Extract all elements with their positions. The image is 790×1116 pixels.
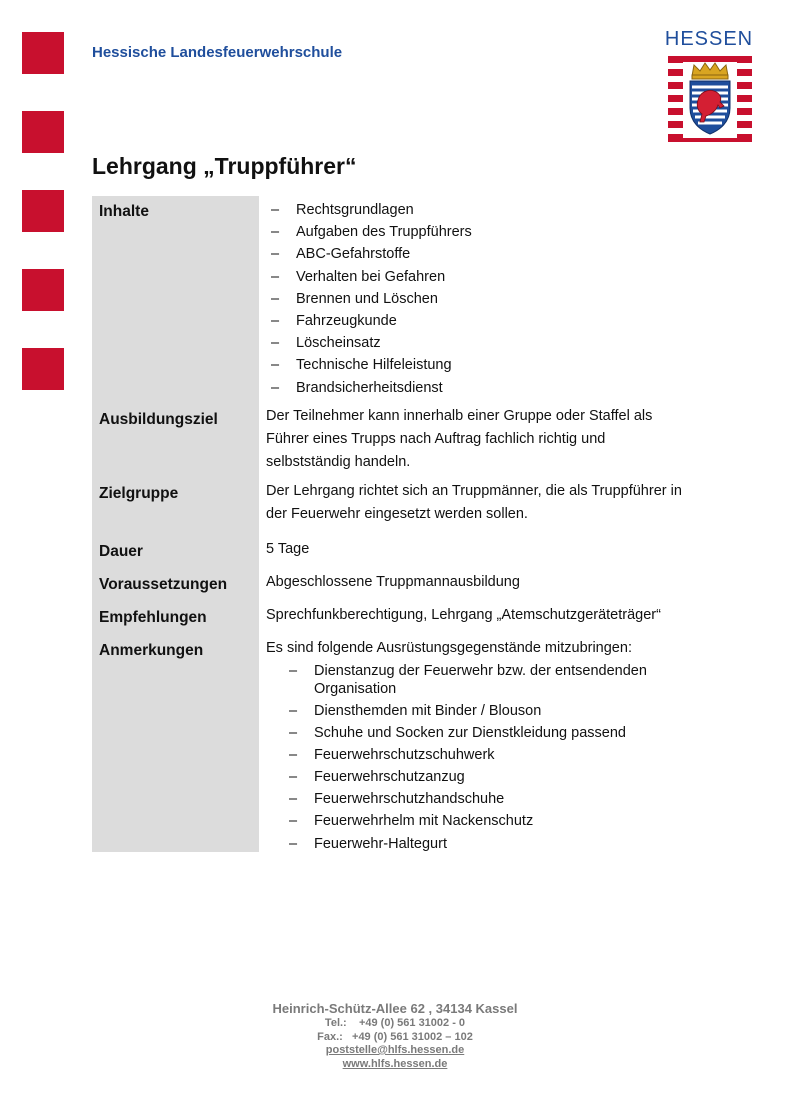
list-item: – Technische Hilfeleistung (271, 357, 452, 374)
list-item: – Feuerwehrschutzschuhwerk (289, 747, 495, 764)
list-item: – Feuerwehr-Haltegurt (289, 835, 447, 852)
list-item: – Diensthemden mit Binder / Blouson (289, 703, 542, 719)
list-item: – Feuerwehrhelm mit Nackenschutz (289, 813, 534, 830)
list-item: – ABC-Gefahrstoffe (271, 246, 411, 263)
ausbildungsziel-text: Der Teilnehmer kann innerhalb einer Gruppe oder Staffel als Führer eines Trupps nach Auftrag fachlich richtig und selbstständig handeln. (266, 408, 653, 470)
footer-fax: Fax.: +49 (0) 561 31002 – 102 (317, 1030, 473, 1043)
list-item: – Feuerwehrschutzanzug (289, 769, 465, 786)
decor-square-1 (22, 32, 64, 74)
label-inhalte: Inhalte (99, 203, 149, 220)
page-title: Lehrgang „Truppführer“ (92, 153, 357, 179)
footer-website-link[interactable]: www.hlfs.hessen.de (342, 1057, 448, 1070)
decor-square-2 (22, 111, 64, 153)
label-anmerkungen: Anmerkungen (99, 642, 204, 659)
list-item: – Verhalten bei Gefahren (271, 268, 446, 285)
list-item: – Löscheinsatz (271, 335, 381, 352)
label-zielgruppe: Zielgruppe (99, 485, 179, 502)
footer-contact (0, 1000, 790, 1071)
empfehlungen-text: Sprechfunkberechtigung, Lehrgang „Atemschutzgeräteträger“ (266, 607, 661, 623)
decor-square-3 (22, 190, 64, 232)
list-item: – Brandsicherheitsdienst (271, 379, 443, 396)
list-item: – Fahrzeugkunde (271, 312, 397, 329)
footer-phone: Tel.: +49 (0) 561 31002 - 0 (324, 1017, 466, 1029)
decor-square-4 (22, 269, 64, 311)
list-item: – Feuerwehrschutzhandschuhe (289, 791, 505, 808)
label-voraussetzungen: Voraussetzungen (99, 576, 228, 593)
inhalte-list (271, 199, 472, 399)
list-item: – Aufgaben des Truppführers (271, 224, 472, 241)
label-ausbildungsziel: Ausbildungsziel (99, 411, 218, 428)
anmerkungen-list (289, 660, 647, 855)
footer-address: Heinrich-Schütz-Allee 62 , 34134 Kassel (272, 1001, 518, 1016)
dauer-text: 5 Tage (266, 541, 310, 557)
list-item: – Dienstanzug der Feuerwehr bzw. der entsendenden Organisation (289, 663, 647, 697)
list-item: – Brennen und Löschen (271, 290, 438, 307)
zielgruppe-text: Der Lehrgang richtet sich an Truppmänner, die als Truppführer in der Feuerwehr eingesetzt werden sollen. (266, 483, 682, 522)
hessen-coat-of-arms-icon (668, 56, 752, 142)
logo-wordmark: HESSEN (664, 28, 754, 50)
decor-square-5 (22, 348, 64, 390)
anmerkungen-intro: Es sind folgende Ausrüstungsgegenstände mitzubringen: (266, 640, 632, 656)
label-dauer: Dauer (99, 543, 143, 560)
list-item: – Schuhe und Socken zur Dienstkleidung passend (289, 725, 626, 742)
list-item: – Rechtsgrundlagen (271, 202, 414, 218)
organization-name: Hessische Landesfeuerwehrschule (92, 44, 343, 61)
label-column-background (92, 196, 259, 852)
hessen-logo (664, 28, 754, 144)
label-empfehlungen: Empfehlungen (99, 609, 207, 626)
footer-email-link[interactable]: poststelle@hlfs.hessen.de (325, 1044, 465, 1056)
voraussetzungen-text: Abgeschlossene Truppmannausbildung (266, 574, 520, 590)
